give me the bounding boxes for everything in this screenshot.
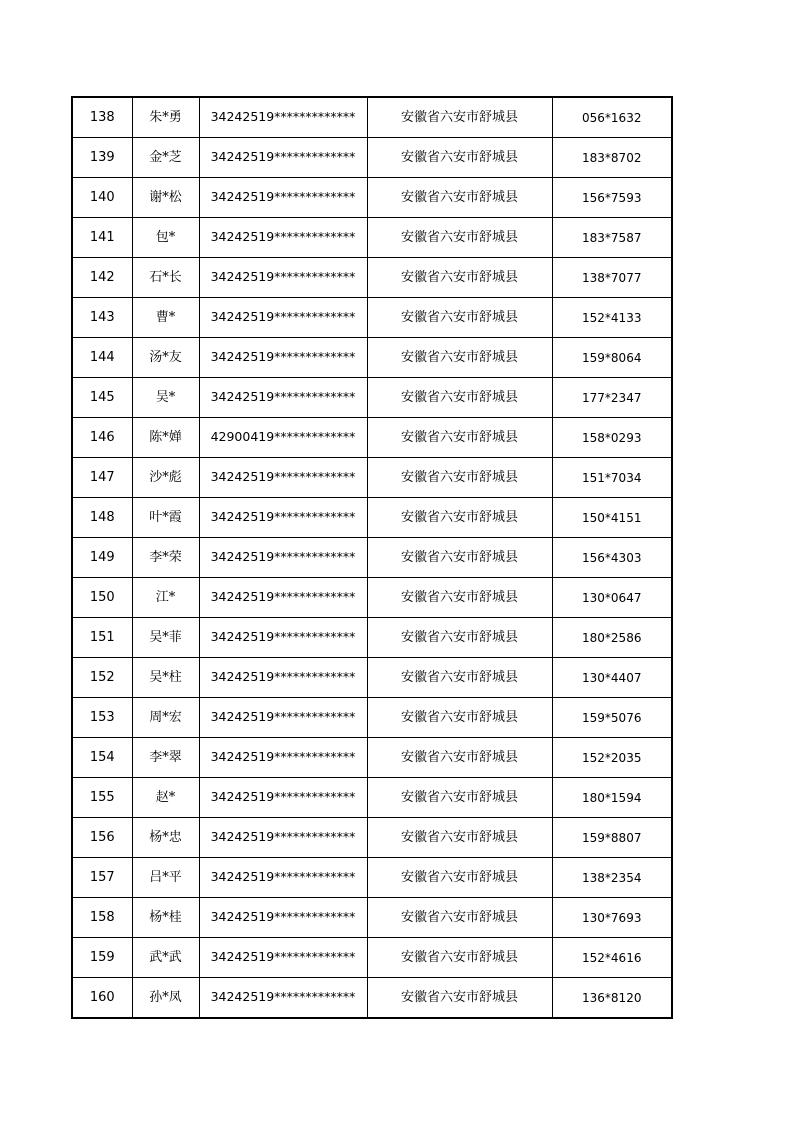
id-number-cell: 34242519************* [199,178,367,218]
phone-number-cell: 183*8702 [552,138,672,178]
row-number-cell: 149 [72,538,132,578]
person-name-cell: 李*荣 [132,538,199,578]
person-name-cell: 武*武 [132,938,199,978]
person-name-cell: 陈*婵 [132,418,199,458]
address-cell: 安徽省六安市舒城县 [367,738,552,778]
person-name-cell: 吴* [132,378,199,418]
id-number-cell: 34242519************* [199,938,367,978]
person-name-cell: 石*长 [132,258,199,298]
address-cell: 安徽省六安市舒城县 [367,658,552,698]
table-row [72,218,672,258]
address-cell: 安徽省六安市舒城县 [367,698,552,738]
table-row [72,698,672,738]
roster-body [72,97,672,1018]
person-name-cell: 汤*友 [132,338,199,378]
address-cell: 安徽省六安市舒城县 [367,578,552,618]
id-number-cell: 34242519************* [199,778,367,818]
table-row [72,338,672,378]
row-number-cell: 154 [72,738,132,778]
table-row [72,618,672,658]
id-number-cell: 34242519************* [199,578,367,618]
address-cell: 安徽省六安市舒城县 [367,898,552,938]
phone-number-cell: 152*4616 [552,938,672,978]
address-cell: 安徽省六安市舒城县 [367,978,552,1019]
phone-number-cell: 177*2347 [552,378,672,418]
table-row [72,578,672,618]
person-name-cell: 李*翠 [132,738,199,778]
id-number-cell: 34242519************* [199,258,367,298]
person-name-cell: 朱*勇 [132,97,199,138]
person-name-cell: 叶*霞 [132,498,199,538]
table-row [72,658,672,698]
id-number-cell: 34242519************* [199,858,367,898]
id-number-cell: 34242519************* [199,298,367,338]
row-number-cell: 158 [72,898,132,938]
row-number-cell: 143 [72,298,132,338]
row-number-cell: 145 [72,378,132,418]
phone-number-cell: 159*8807 [552,818,672,858]
table-row [72,498,672,538]
address-cell: 安徽省六安市舒城县 [367,538,552,578]
phone-number-cell: 130*0647 [552,578,672,618]
id-number-cell: 34242519************* [199,618,367,658]
phone-number-cell: 138*2354 [552,858,672,898]
id-number-cell: 34242519************* [199,658,367,698]
phone-number-cell: 156*4303 [552,538,672,578]
id-number-cell: 34242519************* [199,218,367,258]
row-number-cell: 140 [72,178,132,218]
person-name-cell: 曹* [132,298,199,338]
table-row [72,378,672,418]
table-row [72,538,672,578]
person-name-cell: 谢*松 [132,178,199,218]
person-name-cell: 周*宏 [132,698,199,738]
person-name-cell: 杨*桂 [132,898,199,938]
phone-number-cell: 180*1594 [552,778,672,818]
person-name-cell: 江* [132,578,199,618]
phone-number-cell: 159*8064 [552,338,672,378]
table-row [72,138,672,178]
address-cell: 安徽省六安市舒城县 [367,498,552,538]
row-number-cell: 148 [72,498,132,538]
address-cell: 安徽省六安市舒城县 [367,378,552,418]
id-number-cell: 34242519************* [199,97,367,138]
id-number-cell: 34242519************* [199,498,367,538]
table-row [72,778,672,818]
phone-number-cell: 156*7593 [552,178,672,218]
table-row [72,97,672,138]
address-cell: 安徽省六安市舒城县 [367,938,552,978]
table-row [72,938,672,978]
row-number-cell: 144 [72,338,132,378]
table-row [72,458,672,498]
person-name-cell: 包* [132,218,199,258]
row-number-cell: 138 [72,97,132,138]
row-number-cell: 139 [72,138,132,178]
table-row [72,178,672,218]
row-number-cell: 151 [72,618,132,658]
person-name-cell: 吕*平 [132,858,199,898]
address-cell: 安徽省六安市舒城县 [367,458,552,498]
address-cell: 安徽省六安市舒城县 [367,138,552,178]
table-row [72,298,672,338]
roster-table [71,96,673,1019]
id-number-cell: 34242519************* [199,898,367,938]
person-name-cell: 吴*柱 [132,658,199,698]
id-number-cell: 34242519************* [199,538,367,578]
person-name-cell: 杨*忠 [132,818,199,858]
phone-number-cell: 152*4133 [552,298,672,338]
id-number-cell: 34242519************* [199,818,367,858]
row-number-cell: 153 [72,698,132,738]
person-name-cell: 吴*菲 [132,618,199,658]
person-name-cell: 赵* [132,778,199,818]
address-cell: 安徽省六安市舒城县 [367,418,552,458]
person-name-cell: 金*芝 [132,138,199,178]
phone-number-cell: 130*7693 [552,898,672,938]
address-cell: 安徽省六安市舒城县 [367,618,552,658]
address-cell: 安徽省六安市舒城县 [367,97,552,138]
phone-number-cell: 183*7587 [552,218,672,258]
address-cell: 安徽省六安市舒城县 [367,778,552,818]
phone-number-cell: 152*2035 [552,738,672,778]
row-number-cell: 152 [72,658,132,698]
id-number-cell: 42900419************* [199,418,367,458]
phone-number-cell: 136*8120 [552,978,672,1019]
row-number-cell: 155 [72,778,132,818]
row-number-cell: 159 [72,938,132,978]
table-row [72,978,672,1019]
table-row [72,738,672,778]
address-cell: 安徽省六安市舒城县 [367,218,552,258]
table-row [72,418,672,458]
id-number-cell: 34242519************* [199,338,367,378]
id-number-cell: 34242519************* [199,978,367,1019]
id-number-cell: 34242519************* [199,378,367,418]
address-cell: 安徽省六安市舒城县 [367,858,552,898]
address-cell: 安徽省六安市舒城县 [367,178,552,218]
id-number-cell: 34242519************* [199,458,367,498]
phone-number-cell: 159*5076 [552,698,672,738]
table-row [72,858,672,898]
id-number-cell: 34242519************* [199,138,367,178]
address-cell: 安徽省六安市舒城县 [367,298,552,338]
address-cell: 安徽省六安市舒城县 [367,338,552,378]
row-number-cell: 157 [72,858,132,898]
phone-number-cell: 056*1632 [552,97,672,138]
table-row [72,258,672,298]
row-number-cell: 147 [72,458,132,498]
phone-number-cell: 158*0293 [552,418,672,458]
address-cell: 安徽省六安市舒城县 [367,258,552,298]
table-row [72,818,672,858]
phone-number-cell: 138*7077 [552,258,672,298]
row-number-cell: 160 [72,978,132,1019]
row-number-cell: 156 [72,818,132,858]
phone-number-cell: 150*4151 [552,498,672,538]
phone-number-cell: 151*7034 [552,458,672,498]
person-name-cell: 孙*凤 [132,978,199,1019]
phone-number-cell: 180*2586 [552,618,672,658]
person-name-cell: 沙*彪 [132,458,199,498]
row-number-cell: 146 [72,418,132,458]
row-number-cell: 150 [72,578,132,618]
id-number-cell: 34242519************* [199,738,367,778]
row-number-cell: 142 [72,258,132,298]
row-number-cell: 141 [72,218,132,258]
id-number-cell: 34242519************* [199,698,367,738]
phone-number-cell: 130*4407 [552,658,672,698]
table-row [72,898,672,938]
address-cell: 安徽省六安市舒城县 [367,818,552,858]
